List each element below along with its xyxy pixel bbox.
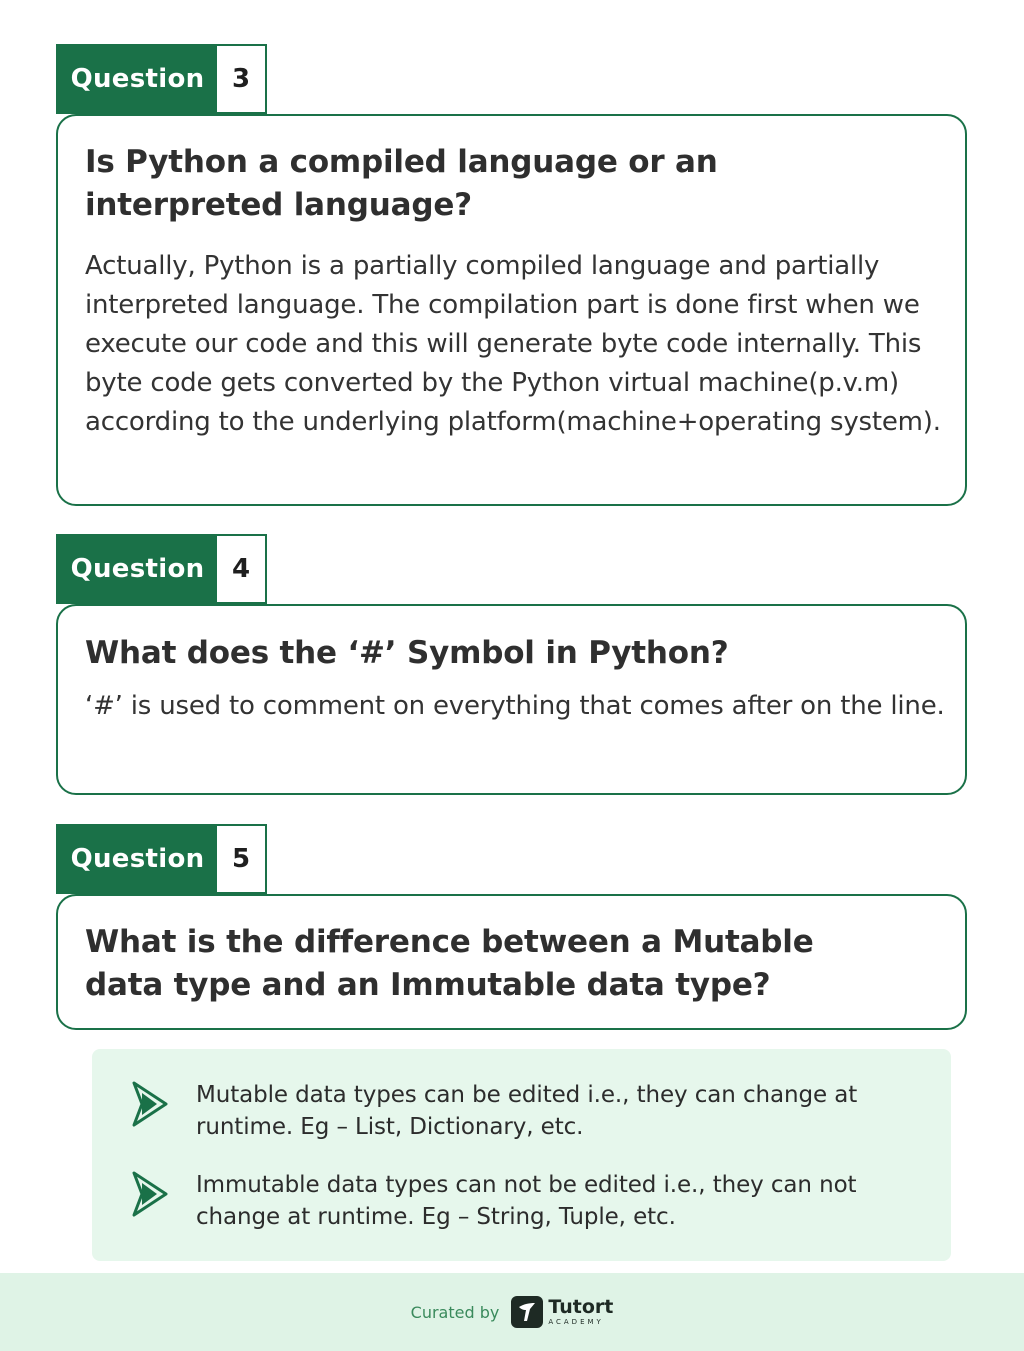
footer	[0, 1273, 1024, 1351]
question-4-card	[56, 604, 967, 795]
question-4-tag	[56, 534, 267, 604]
answer-points-box	[92, 1049, 951, 1261]
question-label: Question	[58, 46, 217, 112]
question-label: Question	[58, 826, 217, 892]
question-title: Is Python a compiled language or an interpreted language?	[85, 144, 718, 223]
curated-by-label: Curated by	[410, 1302, 500, 1322]
question-label: Question	[58, 536, 217, 602]
brand-subtitle: ACADEMY	[548, 1318, 604, 1326]
question-title: What does the ‘#’ Symbol in Python?	[85, 635, 729, 671]
question-number: 4	[231, 554, 251, 584]
question-title: What is the difference between a Mutable data type and an Immutable data type?	[85, 924, 814, 1003]
question-3-card	[56, 114, 967, 506]
brand-name: Tutort	[548, 1296, 614, 1318]
answer-point-text: Immutable data types can not be edited i.e., they can not change at runtime. Eg – String, Tuple, etc.	[196, 1172, 857, 1230]
question-number: 5	[231, 844, 251, 874]
question-3-tag	[56, 44, 267, 114]
question-number: 3	[231, 64, 251, 94]
question-answer: Actually, Python is a partially compiled language and partially interpreted language. The compilation part is done first when we execute our code and this will generate byte code internally. This byte code gets converted by the Python virtual machine(p.v.m) according to the underlying platform(machine+operating system).	[85, 251, 941, 437]
question-5-card	[56, 894, 967, 1030]
tutort-logo-icon	[511, 1296, 543, 1328]
arrow-bullet-icon	[130, 1169, 170, 1219]
brand-logo	[548, 1298, 613, 1326]
question-answer: ‘#’ is used to comment on everything that comes after on the line.	[85, 691, 945, 721]
arrow-bullet-icon	[130, 1079, 170, 1129]
answer-point-text: Mutable data types can be edited i.e., they can change at runtime. Eg – List, Dictionary, etc.	[196, 1082, 858, 1140]
question-5-tag	[56, 824, 267, 894]
